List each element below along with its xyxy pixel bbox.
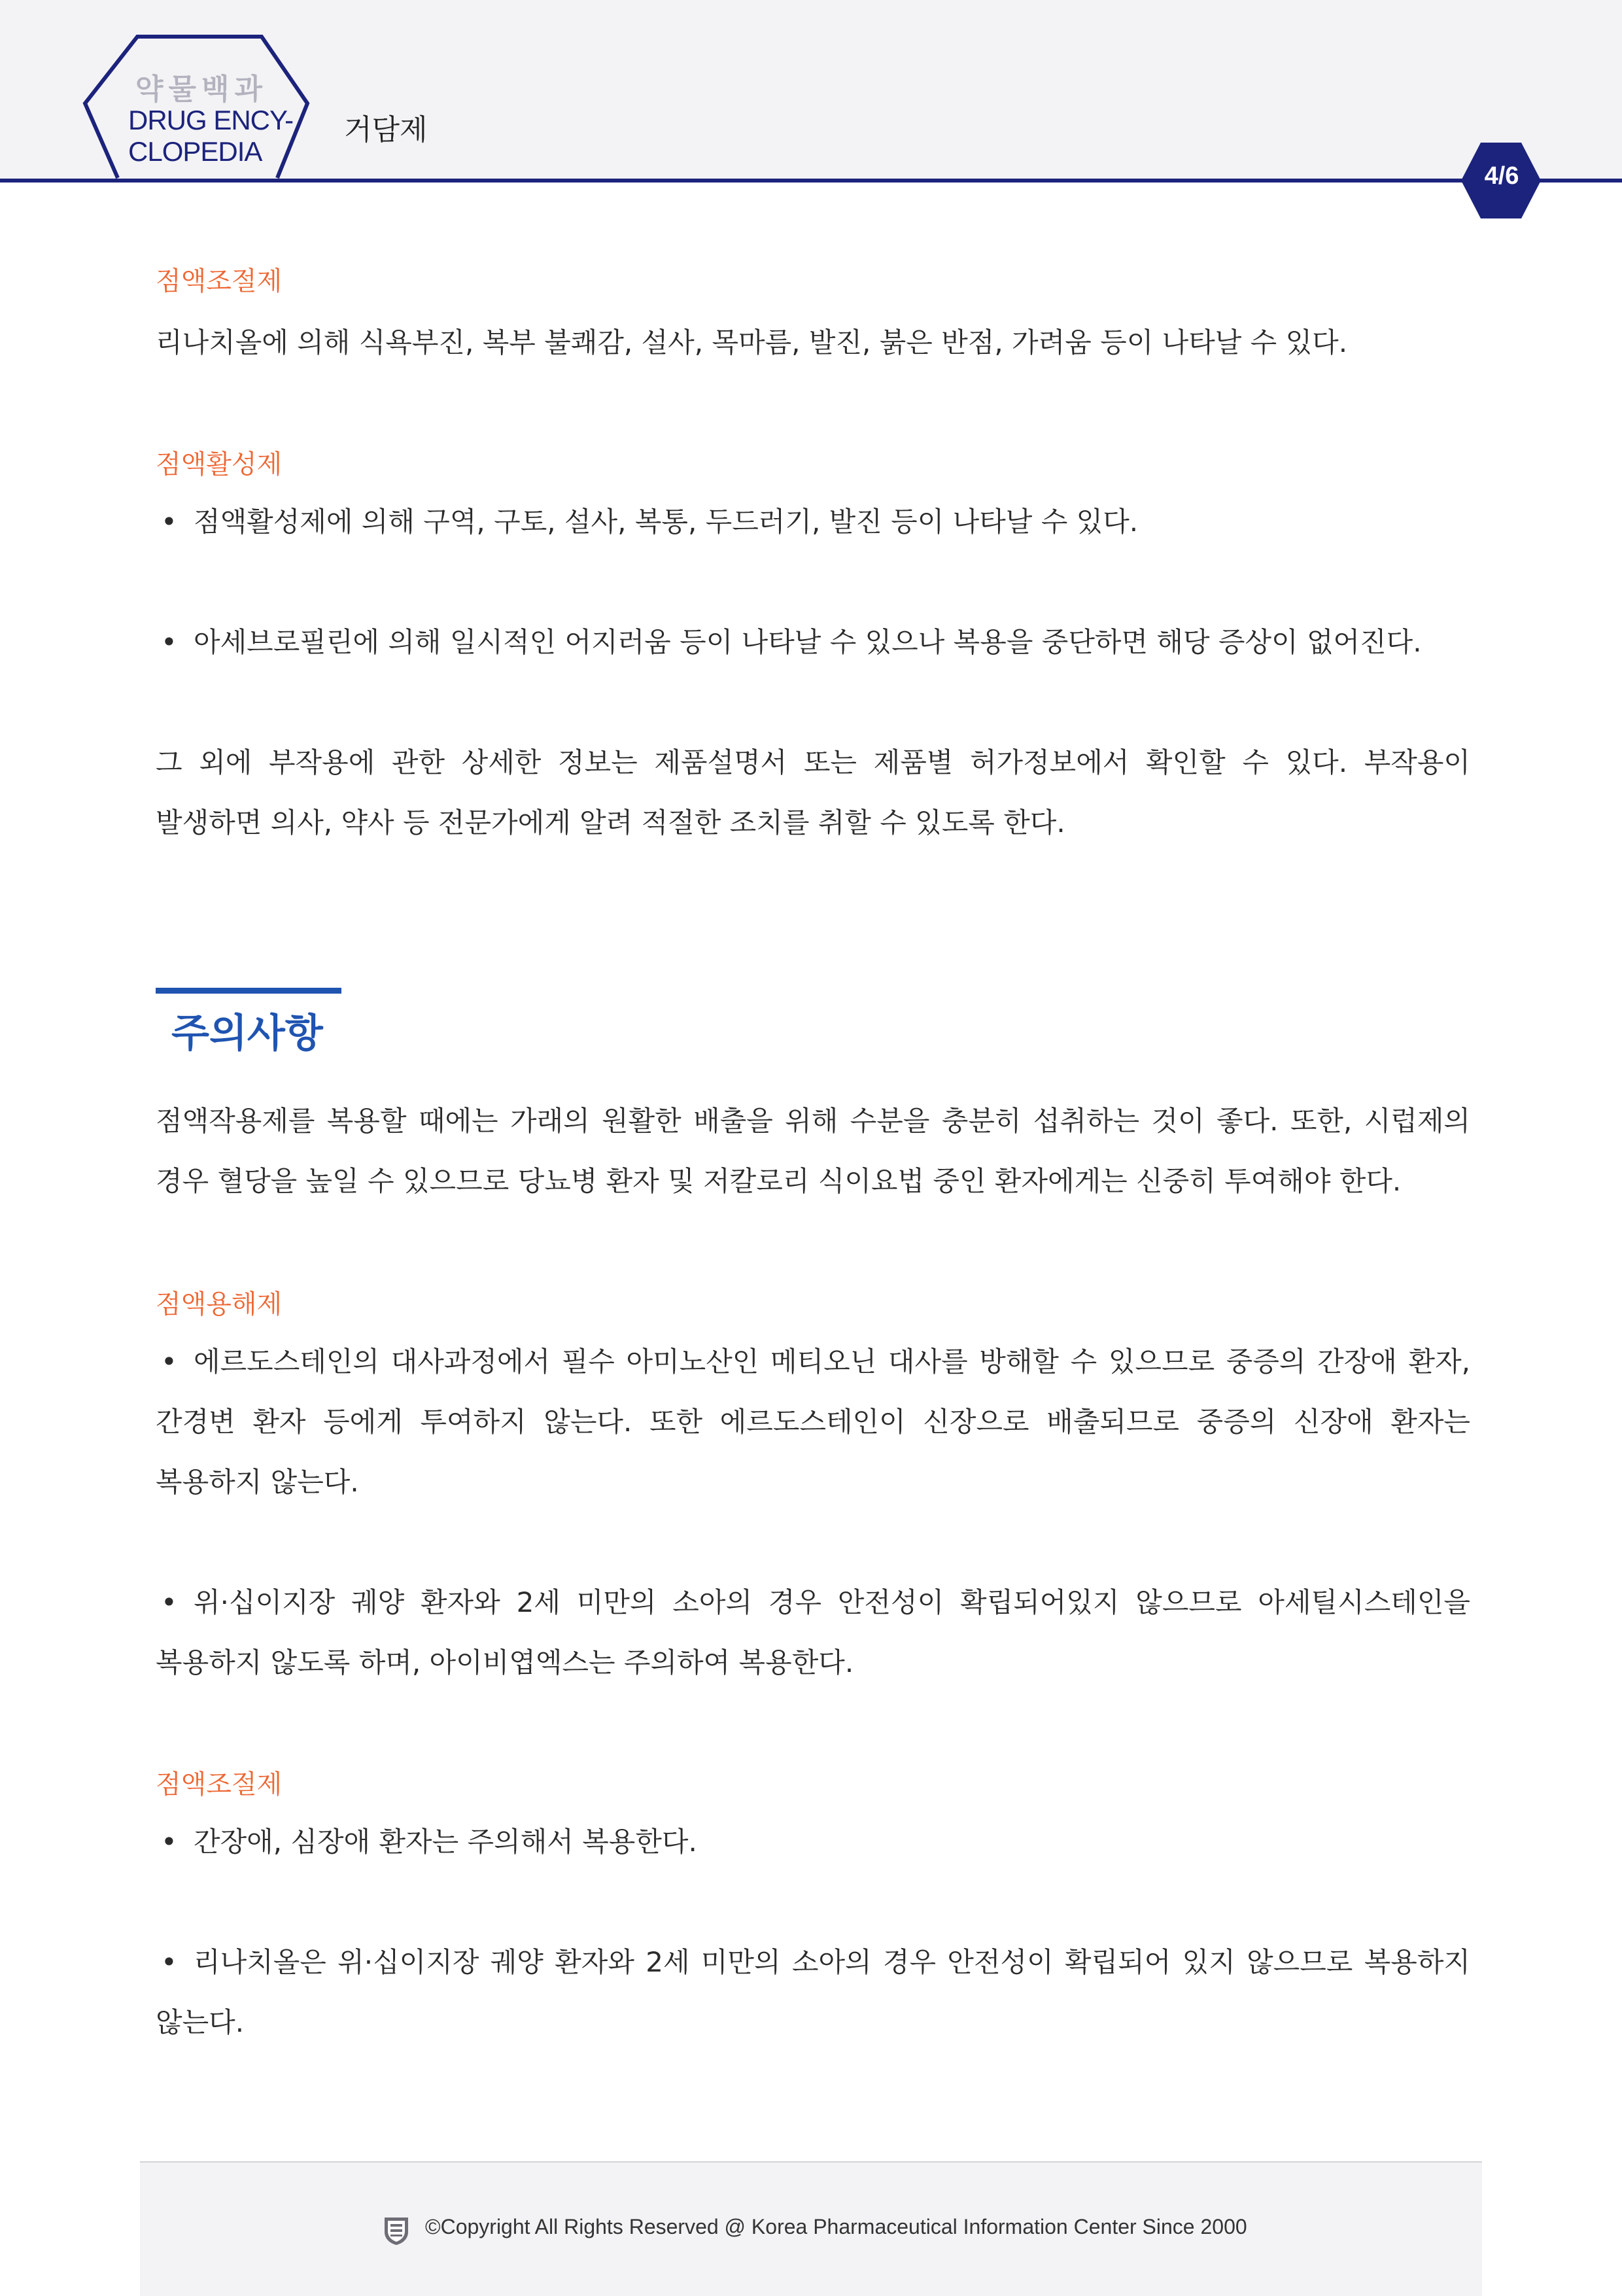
logo-english-line1: DRUG ENCY- — [128, 105, 294, 135]
logo-english-line2: CLOPEDIA — [128, 136, 262, 167]
bullet-symbol: • — [161, 506, 177, 538]
bullet-text: 점액활성제에 의해 구역, 구토, 설사, 복통, 두드러기, 발진 등이 나타날 수 있다. — [194, 506, 1139, 538]
list-item — [156, 492, 1470, 552]
bullet-symbol: • — [161, 1826, 177, 1858]
list-item — [156, 1573, 1470, 1693]
paragraph-precautions-intro: 점액작용제를 복용할 때에는 가래의 원활한 배출을 위해 수분을 충분히 섭취하는 것이 좋다. 또한, 시럽제의 경우 혈당을 높일 수 있으므로 당뇨병 환자 및 저칼로리 식이요법 중인 환자에게는 신중히 투여해야 한다. — [156, 1105, 1470, 1197]
bullet-text: 리나치올은 위·십이지장 궤양 환자와 2세 미만의 소아의 경우 안전성이 확립되어 있지 않으므로 복용하지 않는다. — [156, 1946, 1470, 2038]
paragraph-mucoregulator-side-effects: 리나치올에 의해 식욕부진, 복부 불쾌감, 설사, 목마름, 발진, 붉은 반점, 가려움 등이 나타날 수 있다. — [156, 326, 1348, 358]
footer-copyright: ©Copyright All Rights Reserved @ Korea Pharmaceutical Information Center Since 2000 — [425, 2215, 1247, 2238]
list-item — [156, 1932, 1470, 2053]
bullet-text: 아세브로필린에 의해 일시적인 어지러움 등이 나타날 수 있으나 복용을 중단하면 해당 증상이 없어진다. — [194, 626, 1422, 658]
page-indicator: 4/6 — [1484, 162, 1519, 190]
logo-korean: 약물백과 — [135, 73, 267, 106]
section-accent-bar — [156, 988, 341, 994]
list-item — [156, 1332, 1470, 1512]
bullet-symbol: • — [161, 1946, 177, 1978]
bullet-text: 간장애, 심장애 환자는 주의해서 복용한다. — [194, 1826, 697, 1858]
bullet-text: 에르도스테인의 대사과정에서 필수 아미노산인 메티오닌 대사를 방해할 수 있으므로 중증의 간장애 환자, 간경변 환자 등에게 투여하지 않는다. 또한 에르도스테인이 신장으로 배출되므로 중증의 신장애 환자는 복용하지 않는다. — [156, 1346, 1470, 1498]
subheading-mucoregulator: 점액조절제 — [156, 266, 283, 296]
bullet-symbol: • — [161, 1586, 177, 1618]
bullet-symbol: • — [161, 1346, 177, 1378]
subheading-mucolytic: 점액용해제 — [156, 1289, 283, 1319]
shield-emblem-icon — [382, 2215, 411, 2246]
logo-english — [128, 105, 293, 167]
list-item — [156, 612, 1470, 672]
bullet-symbol: • — [161, 626, 177, 658]
paragraph-side-effects-closing: 그 외에 부작용에 관한 상세한 정보는 제품설명서 또는 제품별 허가정보에서 확인할 수 있다. 부작용이 발생하면 의사, 약사 등 전문가에게 알려 적절한 조치를 취할 수 있도록 한다. — [156, 746, 1470, 839]
subheading-mucoactivator: 점액활성제 — [156, 449, 283, 479]
section-title-precautions: 주의사항 — [171, 1011, 323, 1056]
subheading-mucoregulator-precautions: 점액조절제 — [156, 1769, 283, 1800]
bullet-text: 위·십이지장 궤양 환자와 2세 미만의 소아의 경우 안전성이 확립되어있지 않으므로 아세틸시스테인을 복용하지 않도록 하며, 아이비엽엑스는 주의하여 복용한다. — [156, 1586, 1470, 1679]
list-item — [156, 1812, 1470, 1872]
document-title: 거담제 — [344, 113, 428, 147]
